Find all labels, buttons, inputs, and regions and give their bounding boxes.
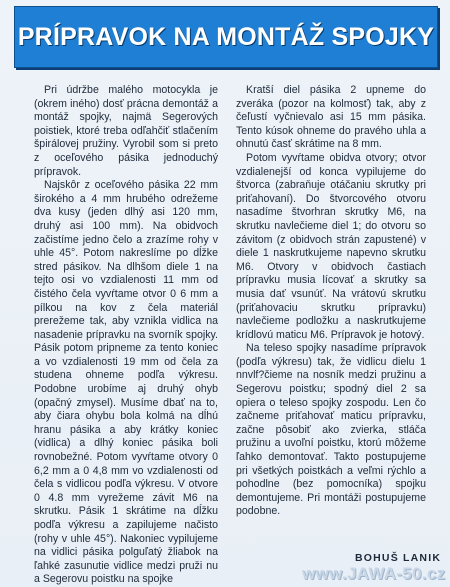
right-column: [236, 84, 426, 519]
paragraph: Pri údržbe malého motocykla je (okrem iného) dosť prácna demontáž a montáž spojky, najmä Segerových poistiek, ktoré treba odľahčiť stlačením špirálovej pružiny. Vyrobil som si preto z oceľového pásika jednoduchý prípravok.: [34, 84, 218, 178]
paragraph: Na teleso spojky nasadíme prípravok (podľa výkresu) tak, že vidlicu dielu 1 nnvlf?čieme na nosník medzi pružinu a Segerovu poistku; spodný diel 2 sa opiera o teleso spojky zospodu. Len čo začneme priťahovať maticu prípravku, začne pôsobiť ako zvierka, stláča pružinu a uvoľní poistku, ktorú môžeme ľahko demontovať. Takto postupujeme pri všetkých poistkách a veľmi rýchlo a pohodlne (bez pomocníka) spojku demontujeme. Pri montáži postupujeme podobne.: [236, 342, 426, 518]
paragraph: Potom vyvŕtame obidva otvory; otvor vzdialenejší od konca vypilujeme do štvorca (zabraňuje otáčaniu skrutky pri priťahovaní). Do štvorcového otvoru nasadíme štvorhran skrutky M6, na skrutku navlečieme diel 1; do otvoru so závitom (z obidvoch strán zapustené) v diele 1 naskrutkujeme napevno skrutku M6. Otvory v obidvoch častiach prípravku musia lícovať a skrutky sa musia dať vsunúť. Na vrátovú skrutku (priťahovaciu skrutku prípravku) navlečieme podložku a naskrutkujeme krídlovú maticu M6. Prípravok je hotový.: [236, 151, 426, 341]
title-banner: [14, 6, 438, 68]
watermark: www.JAWA-50.cz: [302, 564, 446, 583]
left-column: [34, 84, 218, 587]
paragraph: Najskôr z oceľového pásika 22 mm širokého a 4 mm hrubého odrežeme dva kusy (jeden dlhý asi 120 mm, druhý asi 100 mm). Na obidvoch začistíme jedno čelo a zrazíme rohy v uhle 45°. Potom nakreslíme po dĺžke stred pásikov. Na dlhšom diele 1 na tejto osi vo vzdialenosti 11 mm od čistého čela vyvŕtame otvor 0 6 mm a pílkou na kov z čela materiál prerežeme tak, aby vznikla vidlica na nasadenie prípravku na svorník spojky. Pásik potom pripneme za tento koniec a vo vzdialenosti 19 mm od čela za studena ohneme podľa výkresu. Podobne urobíme aj druhý ohyb (opačný zmysel). Musíme dbať na to, aby čiara ohybu bola kolmá na dĺhú hranu pásika a aby krátky koniec (vidlica) a dlhý koniec pásika boli rovnobežné. Potom vyvŕtame otvory 0 6,2 mm a 0 4,8 mm vo vzdialenosti od čela s vidlicou podľa výkresu. V otvore 0 4.8 mm vyrežeme závit M6 na skrutku. Pásik 1 skrátime na dĺžku podľa výkresu a zapilujeme načisto (rohy v uhle 45°). Nakoniec vypilujeme na vidlici pásika polguľatý žliabok na ľahké zasunutie vidlice medzi pruži nu a Segerovu poistku na spojke: [34, 179, 218, 586]
article-title: PRÍPRAVOK NA MONTÁŽ SPOJKY: [17, 22, 435, 51]
paragraph: Kratší diel pásika 2 upneme do zveráka (pozor na kolmosť) tak, aby z čeľustí vyčnievalo asi 15 mm pásika. Tento kúsok ohneme do pravého uhla a ohnutú časť skrátime na 8 mm.: [236, 84, 426, 151]
author-signature: BOHUŠ LANIK: [355, 552, 442, 564]
